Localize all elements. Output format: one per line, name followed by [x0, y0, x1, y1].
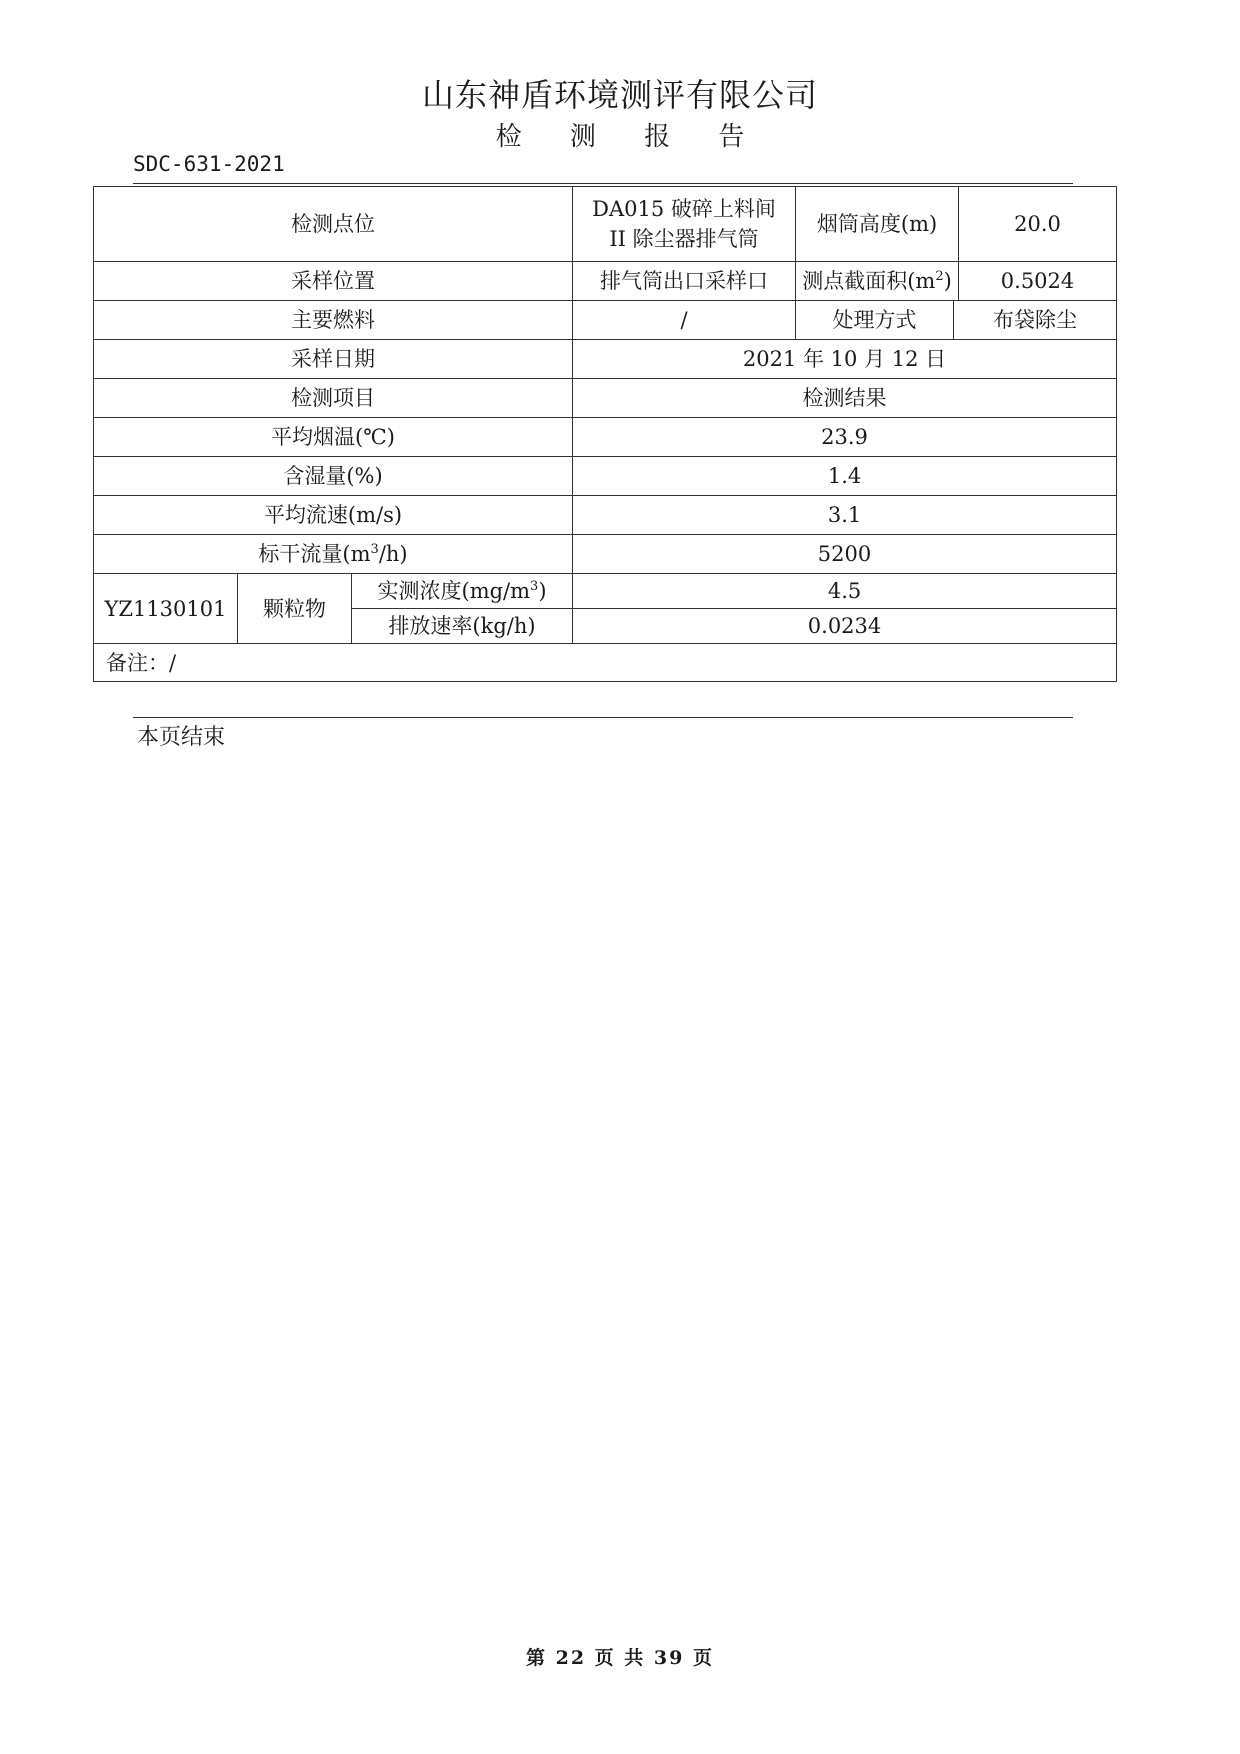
table-row: [94, 574, 1117, 609]
page-indicator: 第 22 页 共 39 页: [526, 1647, 714, 1669]
point-value-line2: II 除尘器排气筒: [609, 227, 759, 251]
sampling-date-value: 2021 年 10 月 12 日: [573, 340, 1117, 379]
point-label: 检测点位: [94, 187, 573, 262]
fuel-label: 主要燃料: [94, 301, 573, 340]
std-flow-label-prefix: 标干流量(m: [258, 542, 371, 566]
sample-id: YZ1130101: [94, 574, 238, 644]
table-row: [94, 340, 1117, 379]
header-divider: [133, 183, 1073, 184]
std-flow-value: 5200: [573, 535, 1117, 574]
table-row: [94, 644, 1117, 682]
table-row: [94, 496, 1117, 535]
section-area-label-prefix: 测点截面积(m: [802, 269, 936, 293]
std-flow-label: [94, 535, 573, 574]
table-row: [94, 535, 1117, 574]
sampling-location-value: 排气筒出口采样口: [573, 262, 796, 301]
std-flow-label-suffix: /h): [378, 542, 408, 566]
pollutant-name: 颗粒物: [238, 574, 352, 644]
emission-rate-label: 排放速率(kg/h): [352, 609, 573, 644]
moisture-label: 含湿量(%): [94, 457, 573, 496]
avg-velocity-label: 平均流速(m/s): [94, 496, 573, 535]
section-area-label-suffix: ): [943, 269, 952, 293]
concentration-label-prefix: 实测浓度(mg/m: [377, 579, 531, 603]
sampling-date-label: 采样日期: [94, 340, 573, 379]
section-area-value: 0.5024: [959, 262, 1117, 301]
point-value-line1: DA015 破碎上料间: [592, 197, 776, 221]
stack-height-label: 烟筒高度(m): [796, 187, 959, 262]
concentration-label-sup: 3: [530, 579, 539, 594]
report-number: SDC-631-2021: [133, 152, 285, 176]
concentration-value: 4.5: [573, 574, 1117, 609]
page-end-text: 本页结束: [137, 725, 226, 750]
report-title: 检 测 报 告: [495, 122, 765, 152]
avg-velocity-value: 3.1: [573, 496, 1117, 535]
emission-rate-value: 0.0234: [573, 609, 1117, 644]
avg-temp-label: 平均烟温(℃): [94, 418, 573, 457]
point-value: [573, 187, 796, 262]
fuel-value: /: [573, 301, 796, 340]
remark: 备注：/: [94, 644, 1117, 682]
table-row: [94, 457, 1117, 496]
section-area-label-sup: 2: [935, 269, 944, 284]
concentration-label: [352, 574, 573, 609]
end-divider: [133, 717, 1073, 718]
section-area-label: [796, 262, 959, 301]
result-header: 检测结果: [573, 379, 1117, 418]
treatment-value: 布袋除尘: [954, 301, 1117, 340]
table-row: [94, 379, 1117, 418]
stack-height-value: 20.0: [959, 187, 1117, 262]
std-flow-label-sup: 3: [370, 542, 379, 557]
treatment-label: 处理方式: [796, 301, 954, 340]
avg-temp-value: 23.9: [573, 418, 1117, 457]
company-name: 山东神盾环境测评有限公司: [421, 76, 818, 114]
table-row: [94, 262, 1117, 301]
concentration-label-suffix: ): [538, 579, 547, 603]
table-row: [94, 418, 1117, 457]
sampling-location-label: 采样位置: [94, 262, 573, 301]
table-row: [94, 187, 1117, 262]
moisture-value: 1.4: [573, 457, 1117, 496]
item-header: 检测项目: [94, 379, 573, 418]
test-results-table: [93, 186, 1117, 682]
table-row: [94, 301, 1117, 340]
